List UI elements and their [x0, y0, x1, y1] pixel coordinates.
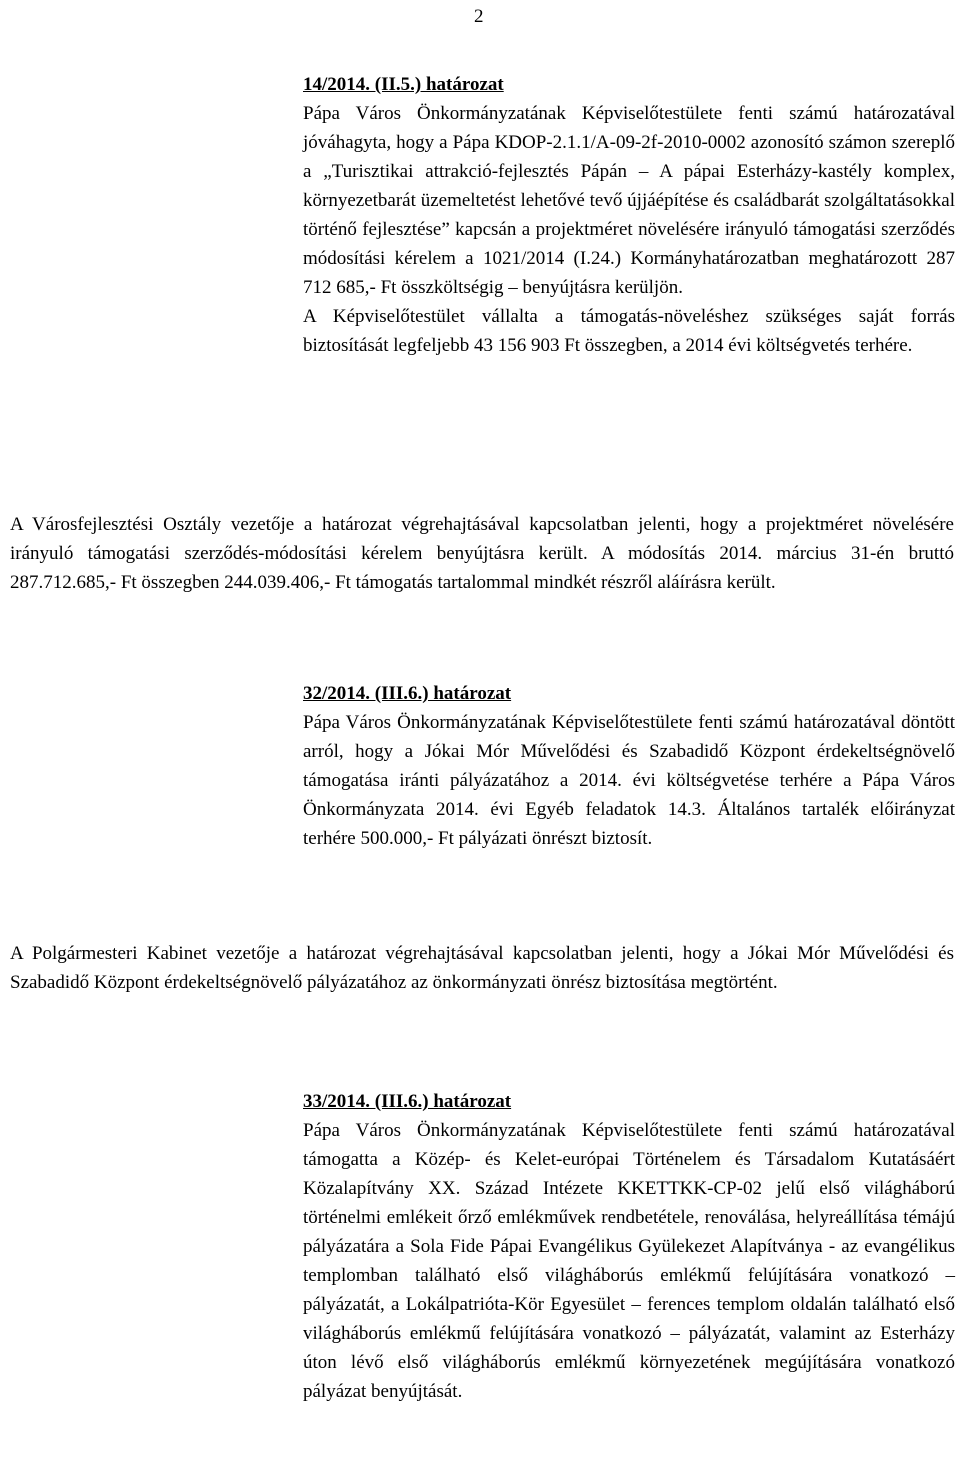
resolution-paragraph: A Képviselőtestület vállalta a támogatás-növeléshez szükséges saját forrás biztosítását legfeljebb 43 156 903 Ft összegben, a 2014 évi költségvetés terhére. — [303, 306, 955, 356]
resolution-heading: 14/2014. (II.5.) határozat — [303, 74, 504, 95]
resolution-33-block — [303, 1087, 955, 1406]
resolution-heading: 32/2014. (III.6.) határozat — [303, 683, 512, 704]
implementation-report: A Polgármesteri Kabinet vezetője a határozat végrehajtásával kapcsolatban jelenti, hogy a Jókai Mór Művelődési és Szabadidő Központ érdekeltségnövelő pályázatához az önkormányzati önrész biztosítása megtörtént. — [10, 943, 954, 993]
resolution-32-block — [303, 679, 955, 853]
resolution-paragraph: Pápa Város Önkormányzatának Képviselőtestülete fenti számú határozatával támogatta a Közép- és Kelet-európai Történelem és Társadalom Kutatásáért Közalapítvány XX. Század Intézete KKETTKK-CP-02 jelű első világháború történelmi emlékeit őrző emlékművek rendbetétele, renoválása, helyreállítása témájú pályázatára a Sola Fide Pápai Evangélikus Gyülekezet Alapítványa - az evangélikus templomban található első világháborús emlékmű felújítására vonatkozó – pályázatát, a Lokálpatrióta-Kör Egyesület – ferences templom oldalán található első világháborús emlékmű felújítására vonatkozó – pályázatát, valamint az Esterházy úton lévő első világháborús emlékmű környezetének megújítására vonatkozó pályázat benyújtását. — [303, 1120, 955, 1402]
resolution-14-block — [303, 70, 955, 360]
page-number: 2 — [474, 6, 484, 27]
resolution-paragraph: Pápa Város Önkormányzatának Képviselőtestülete fenti számú határozatával jóváhagyta, hogy a Pápa KDOP-2.1.1/A-09-2f-2010-0002 azonosító számon szereplő a „Turisztikai attrakció-fejlesztés Pápán – A pápai Esterházy-kastély komplex, környezetbarát üzemeltetést lehetővé tevő újjáépítése és családbarát szolgáltatásokkal történő fejlesztése” kapcsán a projektméret növelésére irányuló támogatási szerződés módosítási kérelem a 1021/2014 (I.24.) Kormányhatározatban meghatározott 287 712 685,- Ft összköltségig – benyújtásra kerüljön. — [303, 103, 955, 298]
resolution-heading: 33/2014. (III.6.) határozat — [303, 1091, 512, 1112]
implementation-report: A Városfejlesztési Osztály vezetője a határozat végrehajtásával kapcsolatban jelenti, hogy a projektméret növelésére irányuló támogatási szerződés-módosítási kérelem benyújtásra került. A módosítás 2014. március 31-én bruttó 287.712.685,- Ft összegben 244.039.406,- Ft támogatás tartalommal mindkét részről aláírásra került. — [10, 514, 954, 593]
resolution-paragraph: Pápa Város Önkormányzatának Képviselőtestülete fenti számú határozatával döntött arról, hogy a Jókai Mór Művelődési és Szabadidő Központ érdekeltségnövelő támogatása iránti pályázatához a 2014. évi költségvetése terhére a Pápa Város Önkormányzata 2014. évi Egyéb feladatok 14.3. Általános tartalék előirányzat terhére 500.000,- Ft pályázati önrészt biztosít. — [303, 712, 955, 849]
